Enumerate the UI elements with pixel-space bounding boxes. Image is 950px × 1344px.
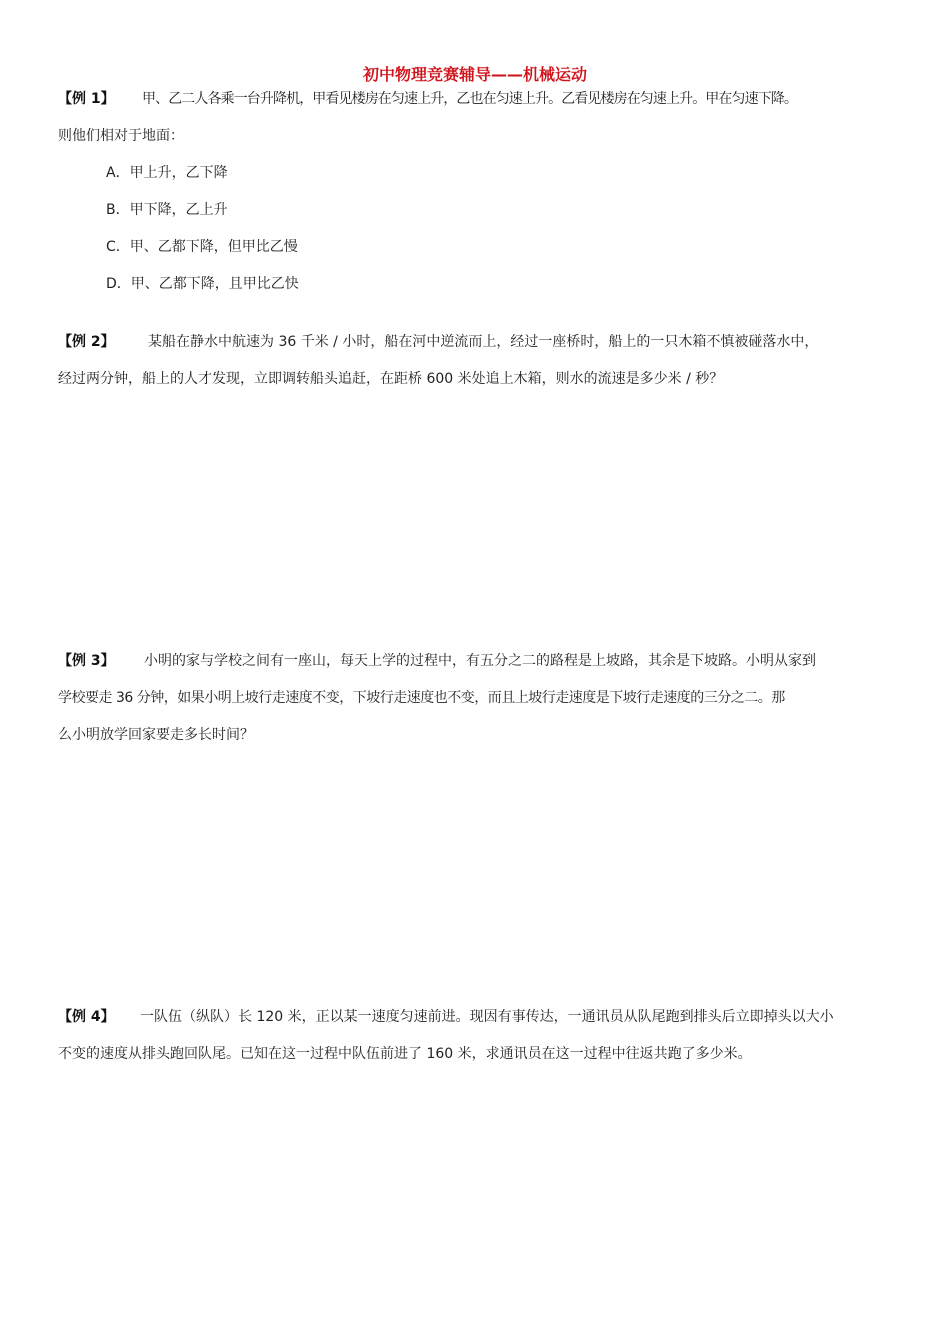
example-1-line-1 xyxy=(58,81,908,118)
page-title: 初中物理竞赛辅导——机械运动 xyxy=(362,65,587,84)
option-c: C．甲、乙都下降，但甲比乙慢 xyxy=(106,239,298,255)
example-1-text-1: 甲、乙二人各乘一台升降机，甲看见楼房在匀速上升，乙也在匀速上升。乙看见楼房在匀速上升。甲在匀速下降。 xyxy=(142,91,797,107)
example-3-label: 【例 3】 xyxy=(58,653,115,669)
example-4-label: 【例 4】 xyxy=(58,1009,115,1025)
option-a: A．甲上升，乙下降 xyxy=(106,165,228,181)
example-4-line-2: 不变的速度从排头跑回队尾。已知在这一过程中队伍前进了 160 米，求通讯员在这一过程中往返共跑了多少米。 xyxy=(58,1046,752,1062)
example-2-label: 【例 2】 xyxy=(58,334,115,350)
option-d: D．甲、乙都下降，且甲比乙快 xyxy=(106,276,299,292)
example-4-line-1 xyxy=(58,999,908,1036)
example-2 xyxy=(58,324,908,398)
example-2-line-2: 经过两分钟，船上的人才发现，立即调转船头追赶，在距桥 600 米处追上木箱，则水的流速是多少米 / 秒？ xyxy=(58,371,724,387)
example-3-text-1: 小明的家与学校之间有一座山，每天上学的过程中，有五分之二的路程是上坡路，其余是下坡路。小明从家到 xyxy=(144,653,816,669)
example-1-label: 【例 1】 xyxy=(58,91,115,107)
example-3-line-3: 么小明放学回家要走多长时间？ xyxy=(58,727,254,743)
option-b: B．甲下降，乙上升 xyxy=(106,202,228,218)
example-4 xyxy=(58,999,908,1073)
example-3 xyxy=(58,643,908,754)
example-3-line-2: 学校要走 36 分钟，如果小明上坡行走速度不变，下坡行走速度也不变，而且上坡行走速度是下坡行走速度的三分之二。那 xyxy=(58,690,785,706)
example-2-text-1: 某船在静水中航速为 36 千米 / 小时，船在河中逆流而上，经过一座桥时，船上的一只木箱不慎被碰落水中， xyxy=(148,334,819,350)
example-1-line-2: 则他们相对于地面： xyxy=(58,128,184,144)
example-3-line-1 xyxy=(58,643,908,680)
example-1 xyxy=(58,81,908,303)
example-2-line-1 xyxy=(58,324,908,361)
example-1-options xyxy=(106,155,908,303)
example-4-text-1: 一队伍（纵队）长 120 米，正以某一速度匀速前进。现因有事传达，一通讯员从队尾跑到排头后立即掉头以大小 xyxy=(140,1009,834,1025)
